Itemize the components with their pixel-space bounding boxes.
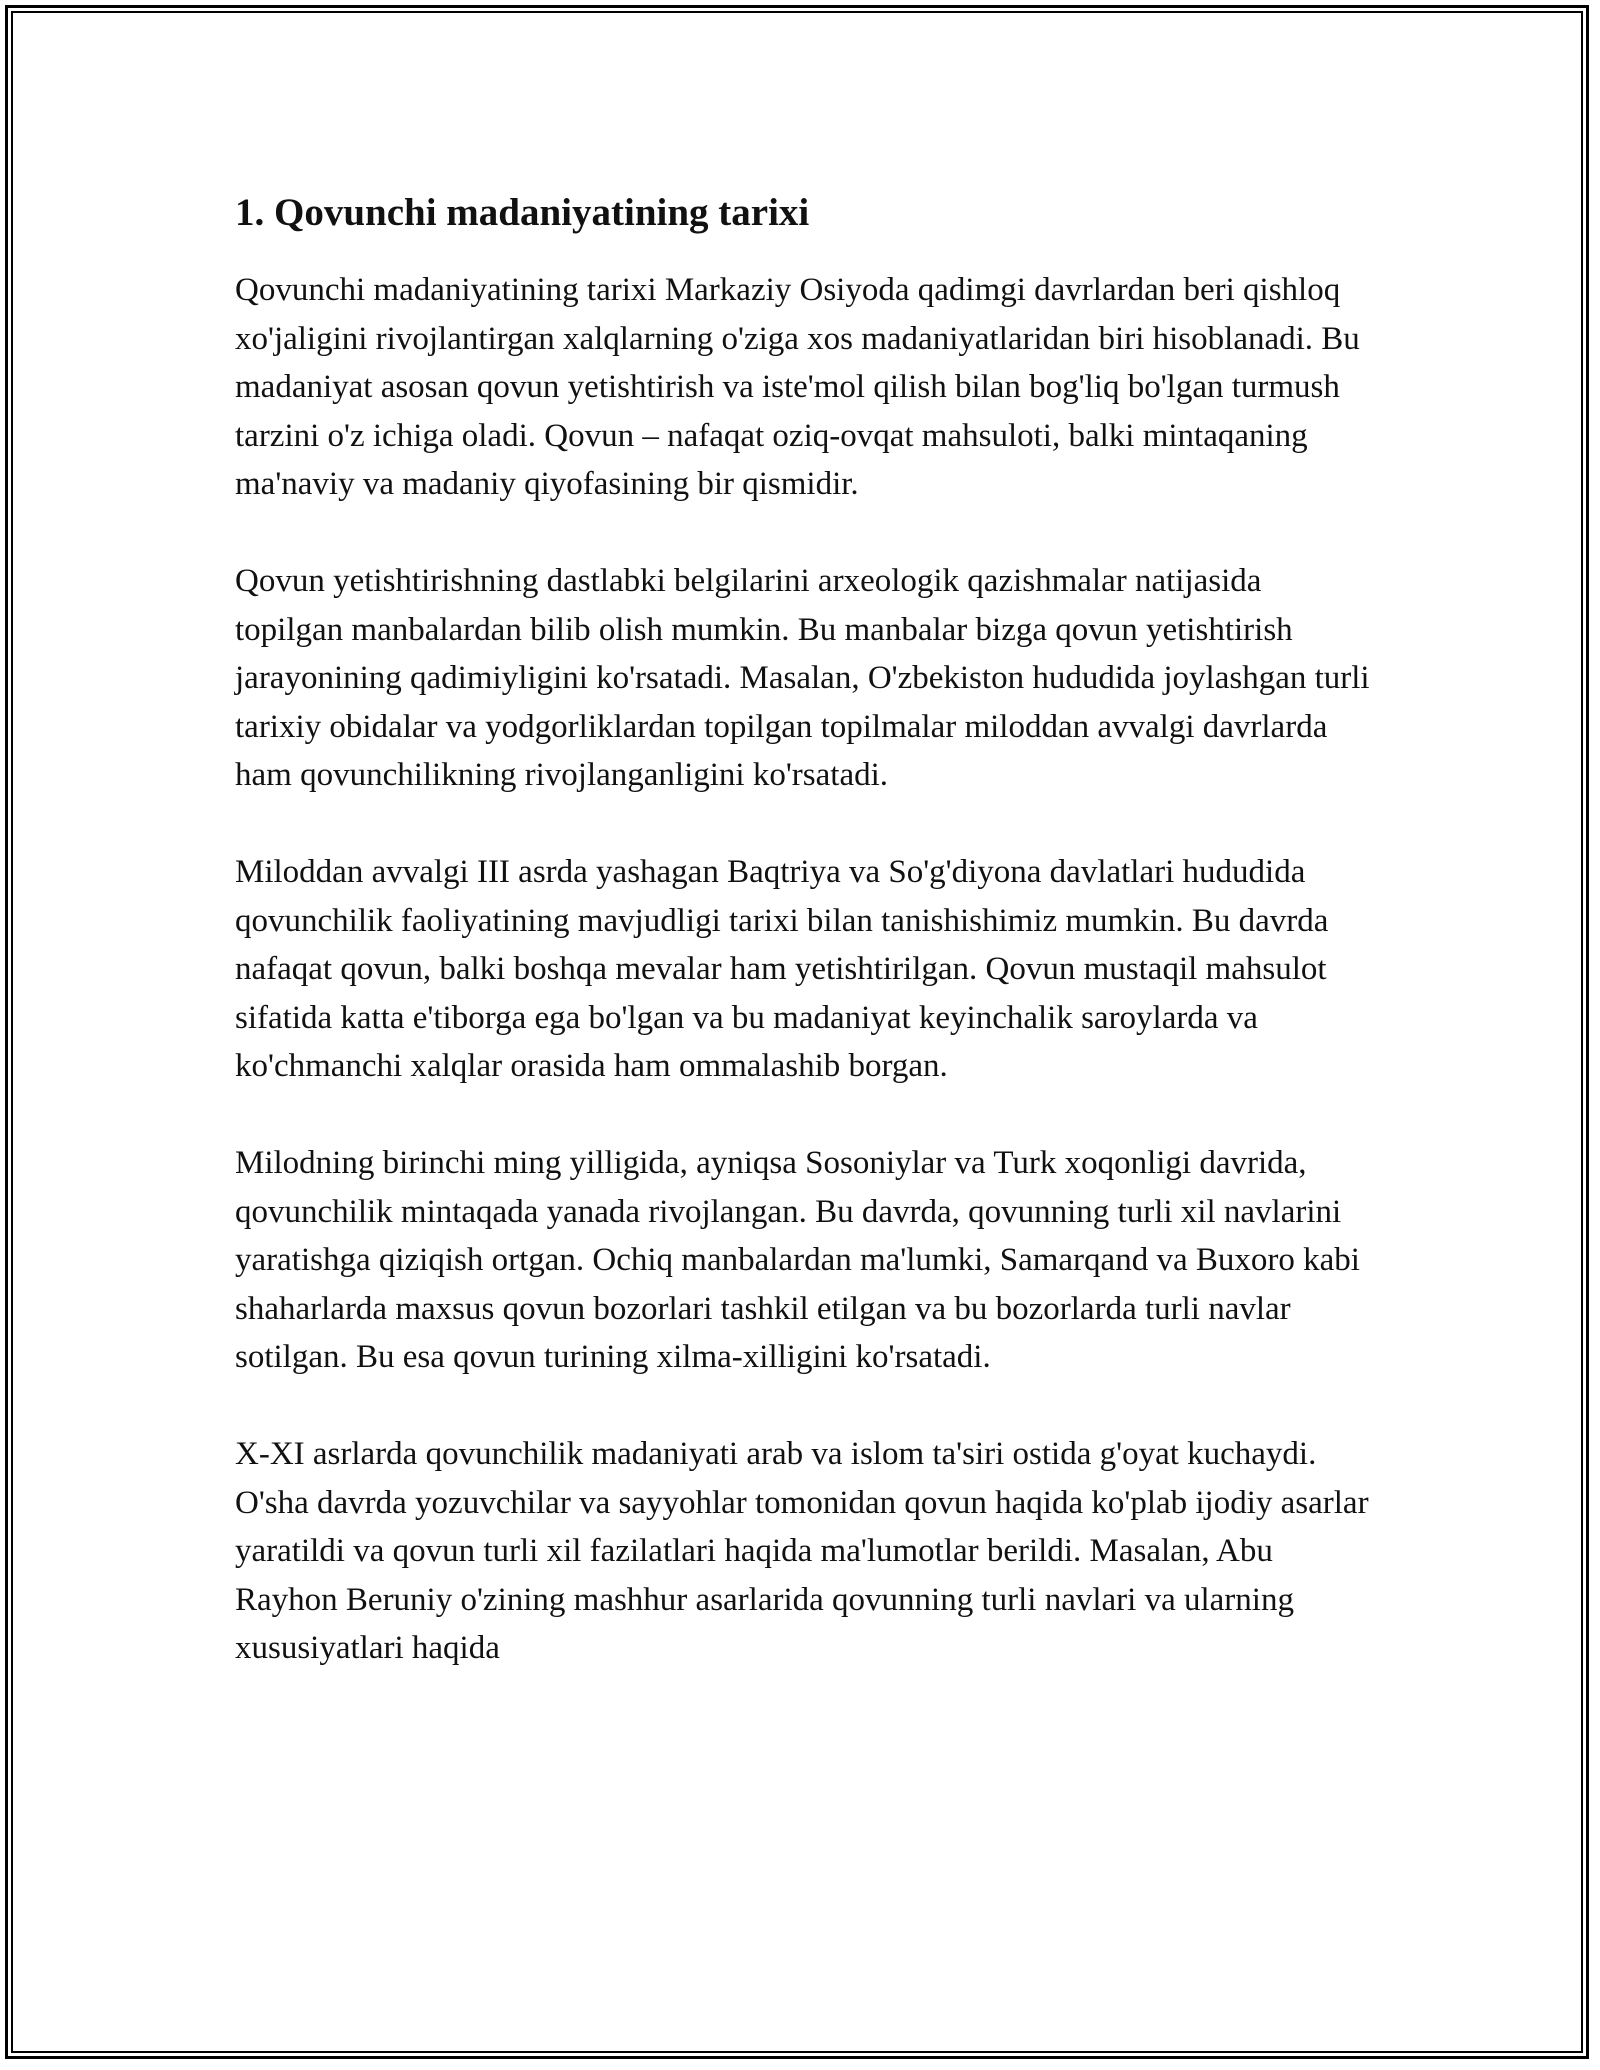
paragraph-1: Qovunchi madaniyatining tarixi Markaziy Osiyoda qadimgi davrlardan beri qishloq xo'jaligini rivojlantirgan xalqlarning o'ziga xos madaniyatlaridan biri hisoblanadi. Bu madaniyat asosan qovun yetishtirish va iste'mol qilish bilan bog'liq bo'lgan turmush tarzini o'z ichiga oladi. Qovun – nafaqat oziq-ovqat mahsuloti, balki mintaqaning ma'naviy va madaniy qiyofasining bir qismidir. [235, 272, 1360, 502]
paragraph-5: X-XI asrlarda qovunchilik madaniyati arab va islom ta'siri ostida g'oyat kuchaydi. O'sha davrda yozuvchilar va sayyohlar tomonidan qovun haqida ko'plab ijodiy asarlar yaratildi va qovun turli xil fazilatlari haqida ma'lumotlar berildi. Masalan, Abu Rayhon Beruniy o'zining mashhur asarlarida qovunning turli navlari va ularning xususiyatlari haqida [235, 1436, 1369, 1666]
document-body [235, 188, 1370, 1721]
section-heading: 1. Qovunchi madaniyatining tarixi [235, 191, 810, 234]
paragraph-4: Milodning birinchi ming yilligida, ayniqsa Sosoniylar va Turk xoqonligi davrida, qovunchilik mintaqada yanada rivojlangan. Bu davrda, qovunning turli xil navlarini yaratishga qiziqish ortgan. Ochiq manbalardan ma'lumki, Samarqand va Buxoro kabi shaharlarda maxsus qovun bozorlari tashkil etilgan va bu bozorlarda turli navlar sotilgan. Bu esa qovun turining xilma-xilligini ko'rsatadi. [235, 1145, 1360, 1375]
paragraph-3: Miloddan avvalgi III asrda yashagan Baqtriya va So'g'diyona davlatlari hududida qovunchilik faoliyatining mavjudligi tarixi bilan tanishishimiz mumkin. Bu davrda nafaqat qovun, balki boshqa mevalar ham yetishtirilgan. Qovun mustaqil mahsulot sifatida katta e'tiborga ega bo'lgan va bu madaniyat keyinchalik saroylarda va ko'chmanchi xalqlar orasida ham ommalashib borgan. [235, 854, 1329, 1084]
paragraph-2: Qovun yetishtirishning dastlabki belgilarini arxeologik qazishmalar natijasida topilgan manbalardan bilib olish mumkin. Bu manbalar bizga qovun yetishtirish jarayonining qadimiyligini ko'rsatadi. Masalan, O'zbekiston hududida joylashgan turli tarixiy obidalar va yodgorliklardan topilgan topilmalar miloddan avvalgi davrlarda ham qovunchilikning rivojlanganligini ko'rsatadi. [235, 563, 1370, 793]
